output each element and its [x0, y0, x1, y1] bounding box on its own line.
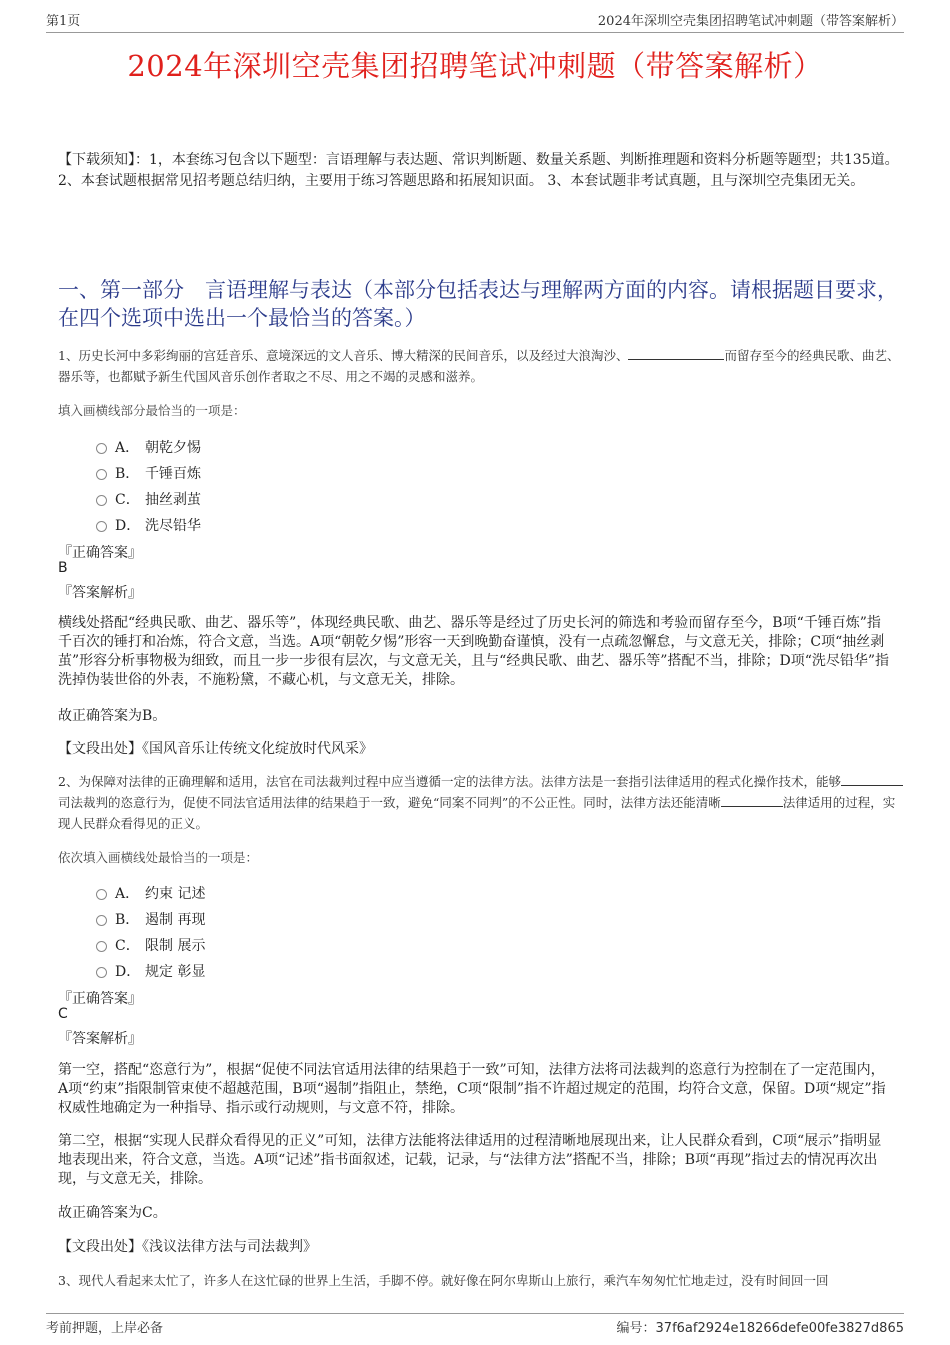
- question-2-option-b[interactable]: B． 遏制 再现: [96, 909, 205, 929]
- radio-icon[interactable]: [96, 443, 107, 454]
- question-1-source: 【文段出处】《国风音乐让传统文化绽放时代风采》: [58, 741, 373, 757]
- question-1-conclusion: 故正确答案为B。: [58, 708, 167, 724]
- question-1-option-c[interactable]: C． 抽丝剥茧: [96, 489, 201, 509]
- question-1-option-a[interactable]: A． 朝乾夕惕: [96, 437, 201, 457]
- question-1-option-b[interactable]: B． 千锤百炼: [96, 463, 201, 483]
- question-2-analysis-1: 第一空，搭配“恣意行为”，根据“促使不同法官适用法律的结果趋于一致”可知，法律方法将司法裁判的恣意行为控制在了一定范围内，A项“约束”指限制管束使不超越范围，B项“遏制”指阻止，禁绝，C项“限制”指不许超过规定的范围，均符合文意，保留。D项“规定”指权威性地确定为一种指导、指示或行动规则，与文意不符，排除。: [58, 1062, 886, 1116]
- radio-icon[interactable]: [96, 915, 107, 926]
- question-2-option-c[interactable]: C． 限制 展示: [96, 935, 205, 955]
- question-1-analysis: 横线处搭配“经典民歌、曲艺、器乐等”，体现经典民歌、曲艺、器乐等是经过了历史长河的筛选和考验而留存至今，B项“千锤百炼”指千百次的锤打和冶炼，符合文意，当选。A项“朝乾夕惕”形容一天到晚勤奋谨慎，没有一点疏忽懈怠，与文意无关，排除；C项“抽丝剥茧”形容分析事物极为细致，而且一步一步很有层次，与文意无关，且与“经典民歌、曲艺、器乐等”搭配不当，排除；D项“洗尽铅华”指洗掉伪装世俗的外表，不施粉黛，不藏心机，与文意无关，排除。: [58, 615, 890, 688]
- radio-icon[interactable]: [96, 967, 107, 978]
- question-1-answer: B: [58, 560, 68, 576]
- question-2-analysis-2: 第二空，根据“实现人民群众看得见的正义”可知，法律方法能将法律适用的过程清晰地展现出来，让人民群众看到，C项“展示”指明显地表现出来，符合文意，当选。A项“记述”指书面叙述，记载，记录，与“法律方法”搭配不当，排除；B项“再现”指过去的情况再次出现，与文意无关，排除。: [58, 1133, 882, 1187]
- question-2-answer-label: 『正确答案』: [58, 991, 142, 1007]
- page-title: 2024年深圳空壳集团招聘笔试冲刺题（带答案解析）: [127, 49, 823, 83]
- question-2-conclusion: 故正确答案为C。: [58, 1205, 167, 1221]
- question-1-stem: [58, 345, 903, 387]
- radio-icon[interactable]: [96, 889, 107, 900]
- radio-icon[interactable]: [96, 469, 107, 480]
- question-2-answer: C: [58, 1006, 68, 1022]
- question-1-option-d[interactable]: D． 洗尽铅华: [96, 515, 201, 535]
- question-1-stem-part-b: 而留存至今的经典民歌、曲艺、器乐等，也都赋予新生代国风音乐创作者取之不尽、用之不竭的灵感和滋养。: [58, 348, 900, 384]
- page-header: [46, 10, 904, 33]
- fill-blank: [841, 773, 903, 786]
- question-2-source: 【文段出处】《浅议法律方法与司法裁判》: [58, 1239, 317, 1255]
- question-1-stem-part-a: 1、历史长河中多彩绚丽的宫廷音乐、意境深远的文人音乐、博大精深的民间音乐，以及经过大浪淘沙、: [58, 348, 629, 363]
- section-heading: 一、第一部分 言语理解与表达（本部分包括表达与理解两方面的内容。请根据题目要求，在四个选项中选出一个最恰当的答案。）: [58, 278, 898, 330]
- question-2-option-d[interactable]: D． 规定 彰显: [96, 961, 205, 981]
- question-3-stem: 3、现代人看起来太忙了，许多人在这忙碌的世界上生活，手脚不停。就好像在阿尔卑斯山上旅行，乘汽车匆匆忙忙地走过，没有时间回一回: [58, 1273, 829, 1288]
- question-2-analysis-label: 『答案解析』: [58, 1031, 142, 1047]
- question-2-option-a[interactable]: A． 约束 记述: [96, 883, 205, 903]
- question-1-answer-label: 『正确答案』: [58, 545, 142, 561]
- question-2-hint: 依次填入画横线处最恰当的一项是：: [58, 850, 259, 865]
- page-number: 第1页: [46, 14, 81, 29]
- header-doc-title: 2024年深圳空壳集团招聘笔试冲刺题（带答案解析）: [597, 14, 904, 29]
- question-2-stem: 2、为保障对法律的正确理解和适用，法官在司法裁判过程中应当遵循一定的法律方法。法律方法是一套指引法律适用的程式化操作技术，能够司法裁判的恣意行为，促使不同法官适用法律的结果趋于一致，避免“同案不同判”的不公正性。同时，法律方法还能清晰 法律适用的过程，实现人民群众看得见的正义。: [58, 771, 903, 834]
- question-1-hint: 填入画横线部分最恰当的一项是：: [58, 403, 246, 418]
- page-footer: [46, 1313, 904, 1336]
- footer-slogan: 考前押题，上岸必备: [46, 1321, 164, 1336]
- radio-icon[interactable]: [96, 495, 107, 506]
- radio-icon[interactable]: [96, 941, 107, 952]
- fill-blank: [628, 347, 724, 360]
- radio-icon[interactable]: [96, 521, 107, 532]
- fill-blank: [721, 794, 783, 807]
- download-notice: 【下载须知】：1，本套练习包含以下题型：言语理解与表达题、常识判断题、数量关系题、判断推理题和资料分析题等题型；共135道。 2、本套试题根据常见招考题总结归纳，主要用于练习答题思路和拓展知识面。 3、本套试题非考试真题，且与深圳空壳集团无关。: [58, 152, 899, 189]
- question-1-analysis-label: 『答案解析』: [58, 585, 142, 601]
- document-id: 编号：37f6af2924e18266defe00fe3827d865: [616, 1321, 904, 1336]
